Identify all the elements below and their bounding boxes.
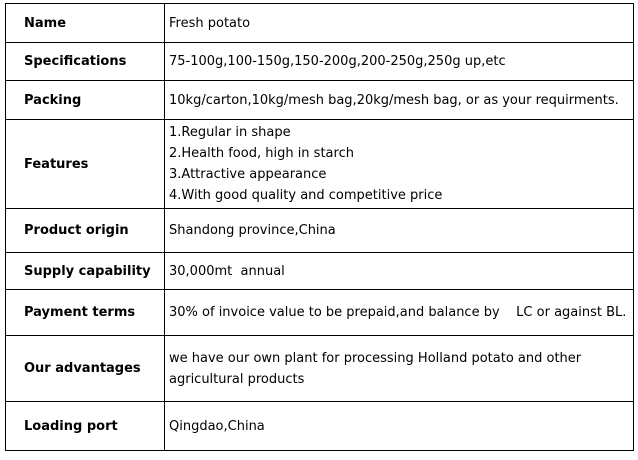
feature-item: 1.Regular in shape [169, 125, 291, 140]
feature-item: 3.Attractive appearance [169, 167, 327, 182]
row-value-loading-port: Qingdao,China [165, 402, 634, 451]
table-row-specifications [6, 43, 634, 81]
row-label-packing: Packing [6, 81, 165, 120]
row-value-name: Fresh potato [165, 4, 634, 43]
row-value-specifications: 75-100g,100-150g,150-200g,200-250g,250g up,etc [165, 43, 634, 81]
row-value-our-advantages: we have our own plant for processing Holland potato and other agricultural products [165, 336, 634, 402]
feature-item: 4.With good quality and competitive price [169, 188, 443, 203]
product-spec-table [5, 3, 634, 451]
table-row-features [6, 120, 634, 209]
row-value-packing: 10kg/carton,10kg/mesh bag,20kg/mesh bag, or as your requirments. [165, 81, 634, 120]
table-row-payment-terms [6, 290, 634, 336]
row-label-features: Features [6, 120, 165, 209]
row-label-our-advantages: Our advantages [6, 336, 165, 402]
row-label-specifications: Specifications [6, 43, 165, 81]
row-label-supply-capability: Supply capability [6, 253, 165, 290]
row-label-name: Name [6, 4, 165, 43]
table-row-name [6, 4, 634, 43]
row-value-product-origin: Shandong province,China [165, 209, 634, 253]
table-row-supply-capability [6, 253, 634, 290]
table-row-loading-port [6, 402, 634, 451]
table-row-our-advantages [6, 336, 634, 402]
row-value-payment-terms: 30% of invoice value to be prepaid,and balance by LC or against BL. [165, 290, 634, 336]
row-label-loading-port: Loading port [6, 402, 165, 451]
feature-item: 2.Health food, high in starch [169, 146, 354, 161]
row-label-product-origin: Product origin [6, 209, 165, 253]
row-value-features [165, 120, 634, 209]
row-value-supply-capability: 30,000mt annual [165, 253, 634, 290]
table-row-product-origin [6, 209, 634, 253]
row-label-payment-terms: Payment terms [6, 290, 165, 336]
table-row-packing [6, 81, 634, 120]
